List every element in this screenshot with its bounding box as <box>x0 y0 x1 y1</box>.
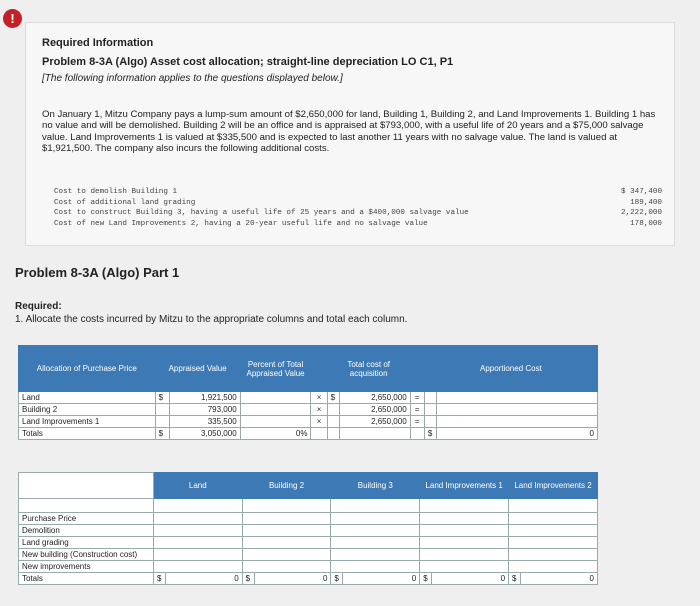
column-header: Building 3 <box>331 473 420 499</box>
amount-input[interactable] <box>509 513 598 525</box>
amount-input[interactable] <box>153 525 242 537</box>
amount-input[interactable] <box>420 561 509 573</box>
amount-input[interactable] <box>331 513 420 525</box>
appraised-total: 3,050,000 <box>169 428 240 440</box>
cost-label: Cost to construct Building 3, having a useful life of 25 years and a $400,000 salvage value <box>54 209 469 217</box>
percent-input[interactable] <box>240 404 311 416</box>
blank-cell <box>19 499 154 513</box>
header-spacer <box>311 346 327 392</box>
percent-input[interactable] <box>240 416 311 428</box>
amount-input[interactable] <box>242 549 331 561</box>
amount-input[interactable] <box>153 513 242 525</box>
amount-input[interactable] <box>420 525 509 537</box>
total-cost-value: 2,650,000 <box>339 416 410 428</box>
dollar-sign <box>424 416 436 428</box>
multiply-sign: × <box>311 392 327 404</box>
dollar-sign: $ <box>155 428 169 440</box>
apportioned-header: Apportioned Cost <box>424 346 597 392</box>
problem-note: [The following information applies to the questions displayed below.] <box>42 73 343 84</box>
amount-input[interactable] <box>420 513 509 525</box>
dollar-sign: $ <box>327 392 339 404</box>
amount-input[interactable] <box>509 561 598 573</box>
total-cost-header: Total cost of acquisition <box>327 346 410 392</box>
blank-cell <box>331 499 420 513</box>
total-value: 0 <box>165 573 242 585</box>
percent-header: Percent of Total Appraised Value <box>240 346 311 392</box>
amount-input[interactable] <box>242 525 331 537</box>
column-header: Land Improvements 1 <box>420 473 509 499</box>
table-row <box>19 549 598 561</box>
dollar-sign: $ <box>509 573 521 585</box>
apportioned-input[interactable] <box>436 404 597 416</box>
appraised-header: Appraised Value <box>155 346 240 392</box>
dollar-sign: $ <box>420 573 432 585</box>
cost-label: Cost of additional land grading <box>54 198 196 207</box>
additional-costs-values <box>621 187 662 229</box>
cost-value: 189,400 <box>630 198 662 207</box>
table-row <box>19 416 598 428</box>
amount-input[interactable] <box>242 513 331 525</box>
dollar-sign: $ <box>331 573 343 585</box>
totals-label: Totals <box>19 573 154 585</box>
additional-costs-labels <box>54 187 469 229</box>
required-information-heading: Required Information <box>42 37 154 49</box>
percent-total: 0% <box>240 428 311 440</box>
alert-icon: ! <box>3 9 22 28</box>
dollar-sign <box>327 416 339 428</box>
table-row <box>19 537 598 549</box>
column-header: Building 2 <box>242 473 331 499</box>
allocation-header: Allocation of Purchase Price <box>19 346 156 392</box>
row-label: Land <box>19 392 156 404</box>
total-cost-value: 2,650,000 <box>339 404 410 416</box>
cost-value: $ 347,400 <box>620 188 662 196</box>
apportioned-input[interactable] <box>436 416 597 428</box>
table-row <box>19 513 598 525</box>
amount-input[interactable] <box>509 537 598 549</box>
blank-cell <box>420 499 509 513</box>
column-header: Land <box>153 473 242 499</box>
dollar-sign: $ <box>424 428 436 440</box>
amount-input[interactable] <box>153 561 242 573</box>
table-row <box>19 525 598 537</box>
table-row <box>19 404 598 416</box>
blank-cell <box>410 428 424 440</box>
equals-sign: = <box>410 392 424 404</box>
spacer-row <box>19 499 598 513</box>
dollar-sign <box>327 404 339 416</box>
part-title: Problem 8-3A (Algo) Part 1 <box>15 265 180 280</box>
dollar-sign <box>424 404 436 416</box>
amount-input[interactable] <box>153 549 242 561</box>
appraised-value: 793,000 <box>169 404 240 416</box>
total-value: 0 <box>432 573 509 585</box>
totals-label: Totals <box>19 428 156 440</box>
amount-input[interactable] <box>331 537 420 549</box>
amount-input[interactable] <box>420 549 509 561</box>
cost-allocation-table <box>18 472 598 585</box>
dollar-sign: $ <box>155 392 169 404</box>
cost-value: 2,222,000 <box>620 209 662 217</box>
total-cost-value: 2,650,000 <box>339 392 410 404</box>
required-label: Required: <box>15 301 62 312</box>
problem-paragraph: On January 1, Mitzu Company pays a lump-sum amount of $2,650,000 for land, Building 1, Building 2, and Land Improvements 1. Building 1 has no value and will be demolished. Building 2 will be an office and is appraised at $793,000, with a useful life of 20 years and a $75,000 salvage value. Land Improvements 1 is valued at $335,500 and is expected to last another 11 years with no salvage value. The land is valued at $1,921,500. The company also incurs the following additional costs. <box>42 109 656 154</box>
header-spacer <box>410 346 424 392</box>
row-label: Land grading <box>19 537 154 549</box>
table-row <box>19 561 598 573</box>
amount-input[interactable] <box>509 525 598 537</box>
amount-input[interactable] <box>153 537 242 549</box>
blank-cell <box>327 428 339 440</box>
dollar-sign <box>155 404 169 416</box>
blank-cell <box>311 428 327 440</box>
row-label: Land Improvements 1 <box>19 416 156 428</box>
equals-sign: = <box>410 404 424 416</box>
amount-input[interactable] <box>420 537 509 549</box>
blank-cell <box>339 428 410 440</box>
amount-input[interactable] <box>331 561 420 573</box>
problem-info-card <box>25 22 675 246</box>
amount-input[interactable] <box>242 537 331 549</box>
blank-cell <box>509 499 598 513</box>
amount-input[interactable] <box>331 525 420 537</box>
apportioned-total: 0 <box>436 428 597 440</box>
totals-row <box>19 573 598 585</box>
multiply-sign: × <box>311 416 327 428</box>
dollar-sign: $ <box>153 573 165 585</box>
cost-value: 178,000 <box>630 219 662 228</box>
totals-row <box>19 428 598 440</box>
total-value: 0 <box>343 573 420 585</box>
instruction-text: 1. Allocate the costs incurred by Mitzu to the appropriate columns and total each column. <box>15 314 408 325</box>
cost-label: Cost to demolish Building 1 <box>54 188 178 196</box>
dollar-sign <box>424 392 436 404</box>
amount-input[interactable] <box>509 549 598 561</box>
equals-sign: = <box>410 416 424 428</box>
row-label: Demolition <box>19 525 154 537</box>
row-label: New improvements <box>19 561 154 573</box>
total-value: 0 <box>254 573 331 585</box>
appraised-value: 1,921,500 <box>169 392 240 404</box>
row-label: New building (Construction cost) <box>19 549 154 561</box>
row-label: Building 2 <box>19 404 156 416</box>
blank-header <box>19 473 154 499</box>
total-value: 0 <box>521 573 598 585</box>
multiply-sign: × <box>311 404 327 416</box>
problem-title: Problem 8-3A (Algo) Asset cost allocation; straight-line depreciation LO C1, P1 <box>42 56 454 68</box>
row-label: Purchase Price <box>19 513 154 525</box>
amount-input[interactable] <box>242 561 331 573</box>
blank-cell <box>242 499 331 513</box>
dollar-sign: $ <box>242 573 254 585</box>
allocation-table <box>18 345 598 440</box>
percent-input[interactable] <box>240 392 311 404</box>
table-row <box>19 392 598 404</box>
cost-label: Cost of new Land Improvements 2, having a 20-year useful life and no salvage value <box>54 219 428 228</box>
blank-cell <box>153 499 242 513</box>
amount-input[interactable] <box>331 549 420 561</box>
column-header: Land Improvements 2 <box>509 473 598 499</box>
appraised-value: 335,500 <box>169 416 240 428</box>
dollar-sign <box>155 416 169 428</box>
apportioned-input[interactable] <box>436 392 597 404</box>
